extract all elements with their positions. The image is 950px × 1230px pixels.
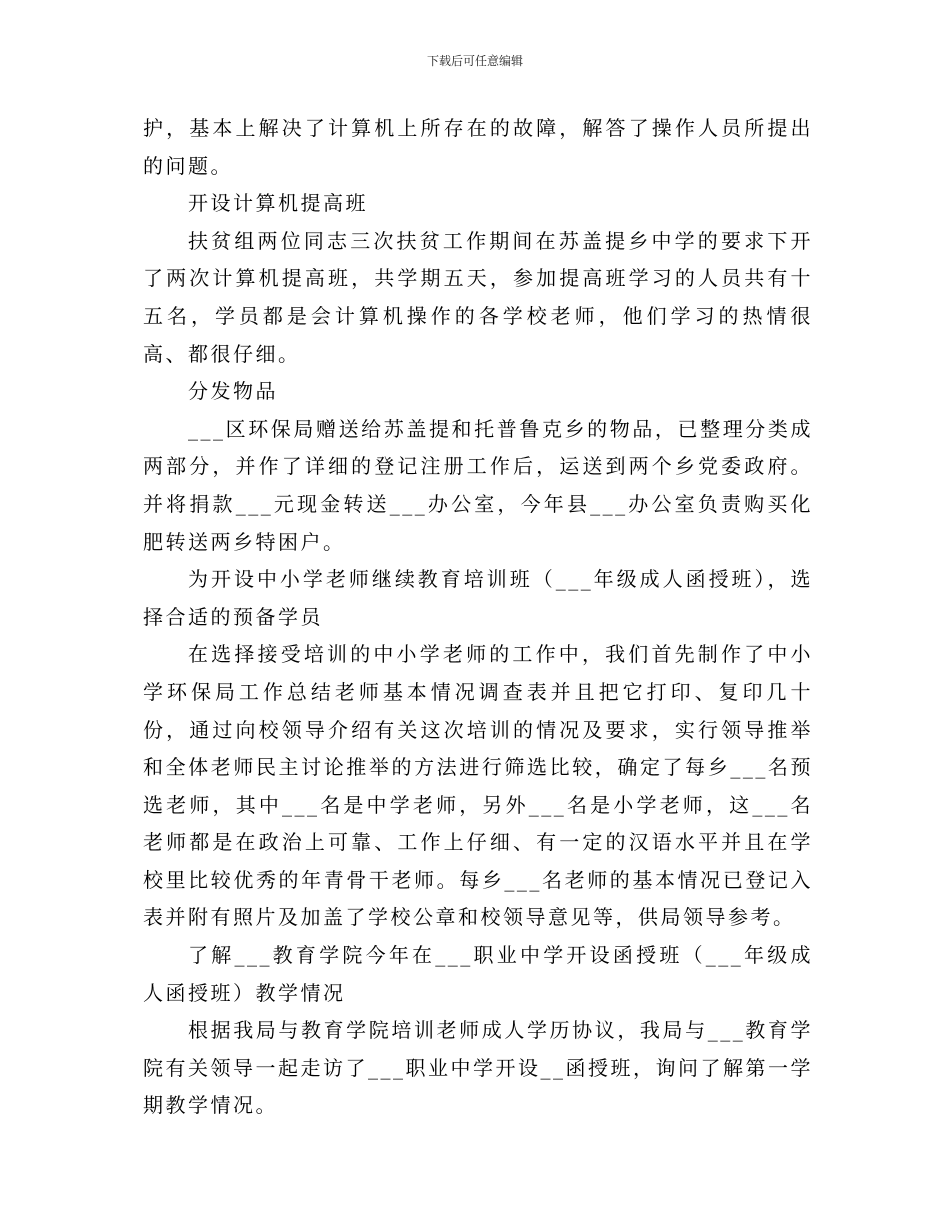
document-body: [143, 110, 813, 1125]
paragraph-teacher-selection: 在选择接受培训的中小学老师的工作中，我们首先制作了中小学环保局工作总结老师基本情况调查表并且把它打印、复印几十份，通过向校领导介绍有关这次培训的情况及要求，实行领导推举和全体老师民主讨论推举的方法进行筛选比较，确定了每乡___名预选老师，其中___名是中学老师，另外___名是小学老师，这___名老师都是在政治上可靠、工作上仔细、有一定的汉语水平并且在学校里比较优秀的年青骨干老师。每乡___名老师的基本情况已登记入表并附有照片及加盖了学校公章和校领导意见等，供局领导参考。: [143, 642, 813, 930]
paragraph-distribute-goods: ___区环保局赠送给苏盖提和托普鲁克乡的物品，已整理分类成两部分，并作了详细的登记注册工作后，运送到两个乡党委政府。并将捐款___元现金转送___办公室，今年县___办公室负责购买化肥转送两乡特困户。: [143, 416, 813, 554]
section-heading-distribute-goods: 分发物品: [188, 379, 278, 404]
page-header-note: 下载后可任意编辑: [426, 54, 523, 68]
paragraph-computer-class: 扶贫组两位同志三次扶贫工作期间在苏盖提乡中学的要求下开了两次计算机提高班，共学期五天，参加提高班学习的人员共有十五名，学员都是会计算机操作的各学校老师，他们学习的热情很高、都很仔细。: [143, 228, 813, 366]
paragraph-continuation: 护，基本上解决了计算机上所存在的故障，解答了操作人员所提出的问题。: [143, 116, 813, 178]
section-heading-correspondence-class: 了解___教育学院今年在___职业中学开设函授班（___年级成人函授班）教学情况: [143, 943, 813, 1005]
paragraph-correspondence-class: 根据我局与教育学院培训老师成人学历协议，我局与___教育学院有关领导一起走访了___职业中学开设__函授班，询问了解第一学期教学情况。: [143, 1018, 813, 1118]
section-heading-computer-class: 开设计算机提高班: [188, 191, 368, 216]
section-heading-teacher-training: 为开设中小学老师继续教育培训班（___年级成人函授班），选择合适的预备学员: [143, 567, 813, 629]
